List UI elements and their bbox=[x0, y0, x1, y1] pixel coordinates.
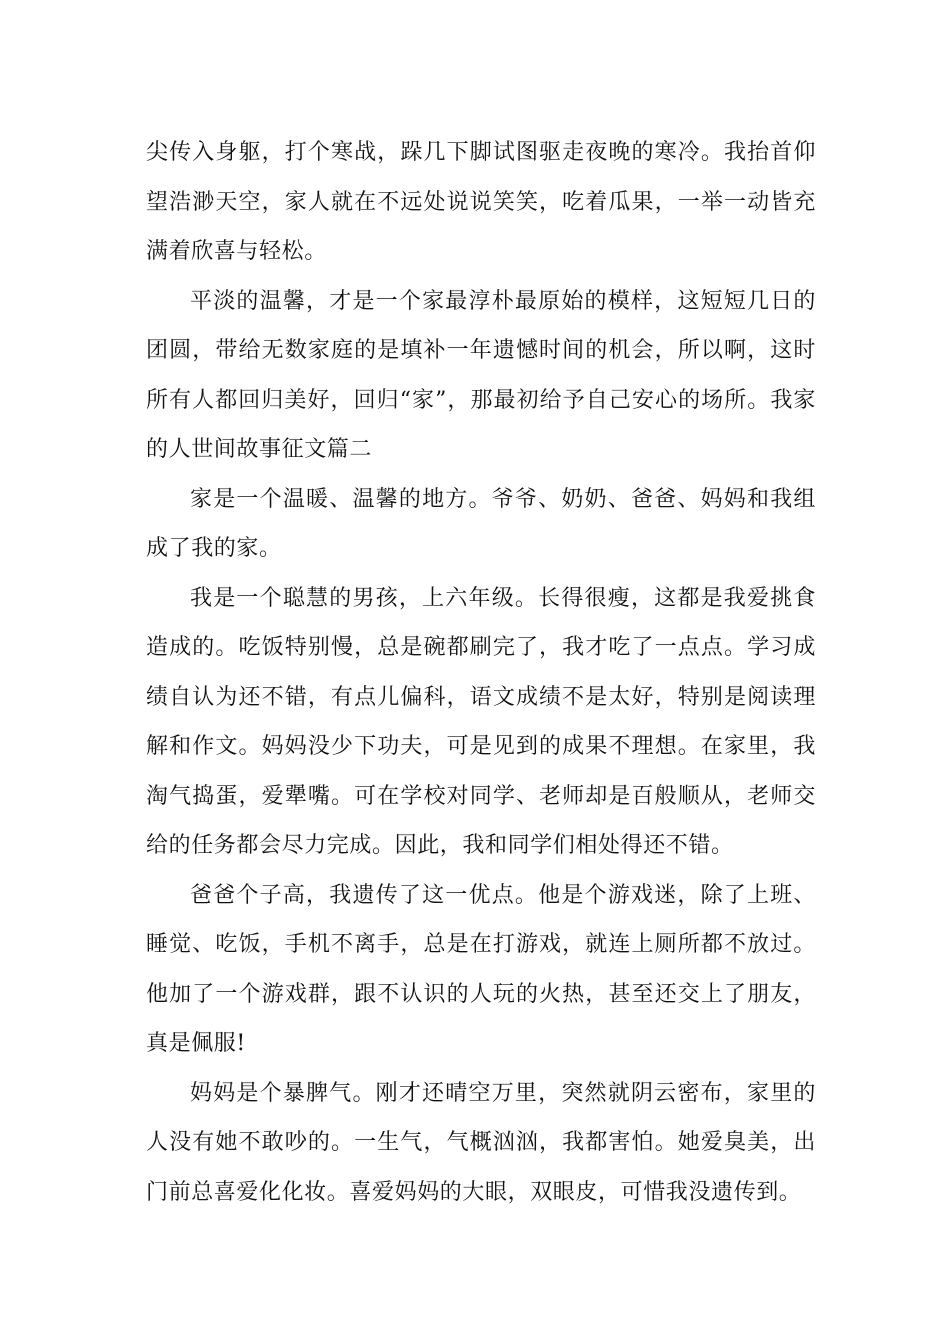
paragraph-1: 尖传入身躯，打个寒战，跺几下脚试图驱走夜晚的寒冷。我抬首仰望浩渺天空，家人就在不远处说说笑笑，吃着瓜果，一举一动皆充满着欣喜与轻松。 bbox=[146, 140, 816, 264]
paragraph-3: 家是一个温暖、温馨的地方。爷爷、奶奶、爸爸、妈妈和我组成了我的家。 bbox=[146, 486, 816, 561]
paragraph-5: 爸爸个子高，我遗传了这一优点。他是个游戏迷，除了上班、睡觉、吃饭，手机不离手，总是在打游戏，就连上厕所都不放过。他加了一个游戏群，跟不认识的人玩的火热，甚至还交上了朋友，真是佩服! bbox=[146, 882, 816, 1056]
document-body bbox=[146, 128, 816, 1217]
paragraph-4: 我是一个聪慧的男孩，上六年级。长得很瘦，这都是我爱挑食造成的。吃饭特别慢，总是碗都刷完了，我才吃了一点点。学习成绩自认为还不错，有点儿偏科，语文成绩不是太好，特别是阅读理解和作文。妈妈没少下功夫，可是见到的成果不理想。在家里，我淘气捣蛋，爱犟嘴。可在学校对同学、老师却是百般顺从，老师交给的任务都会尽力完成。因此，我和同学们相处得还不错。 bbox=[146, 585, 816, 858]
paragraph-2: 平淡的温馨，才是一个家最淳朴最原始的模样，这短短几日的团圆，带给无数家庭的是填补一年遗憾时间的机会，所以啊，这时所有人都回归美好，回归“家”，那最初给予自己安心的场所。我家的人世间故事征文篇二 bbox=[146, 288, 816, 462]
paragraph-6: 妈妈是个暴脾气。刚才还晴空万里，突然就阴云密布，家里的人没有她不敢吵的。一生气，气概汹汹，我都害怕。她爱臭美，出门前总喜爱化化妆。喜爱妈妈的大眼，双眼皮，可惜我没遗传到。 bbox=[146, 1080, 816, 1205]
